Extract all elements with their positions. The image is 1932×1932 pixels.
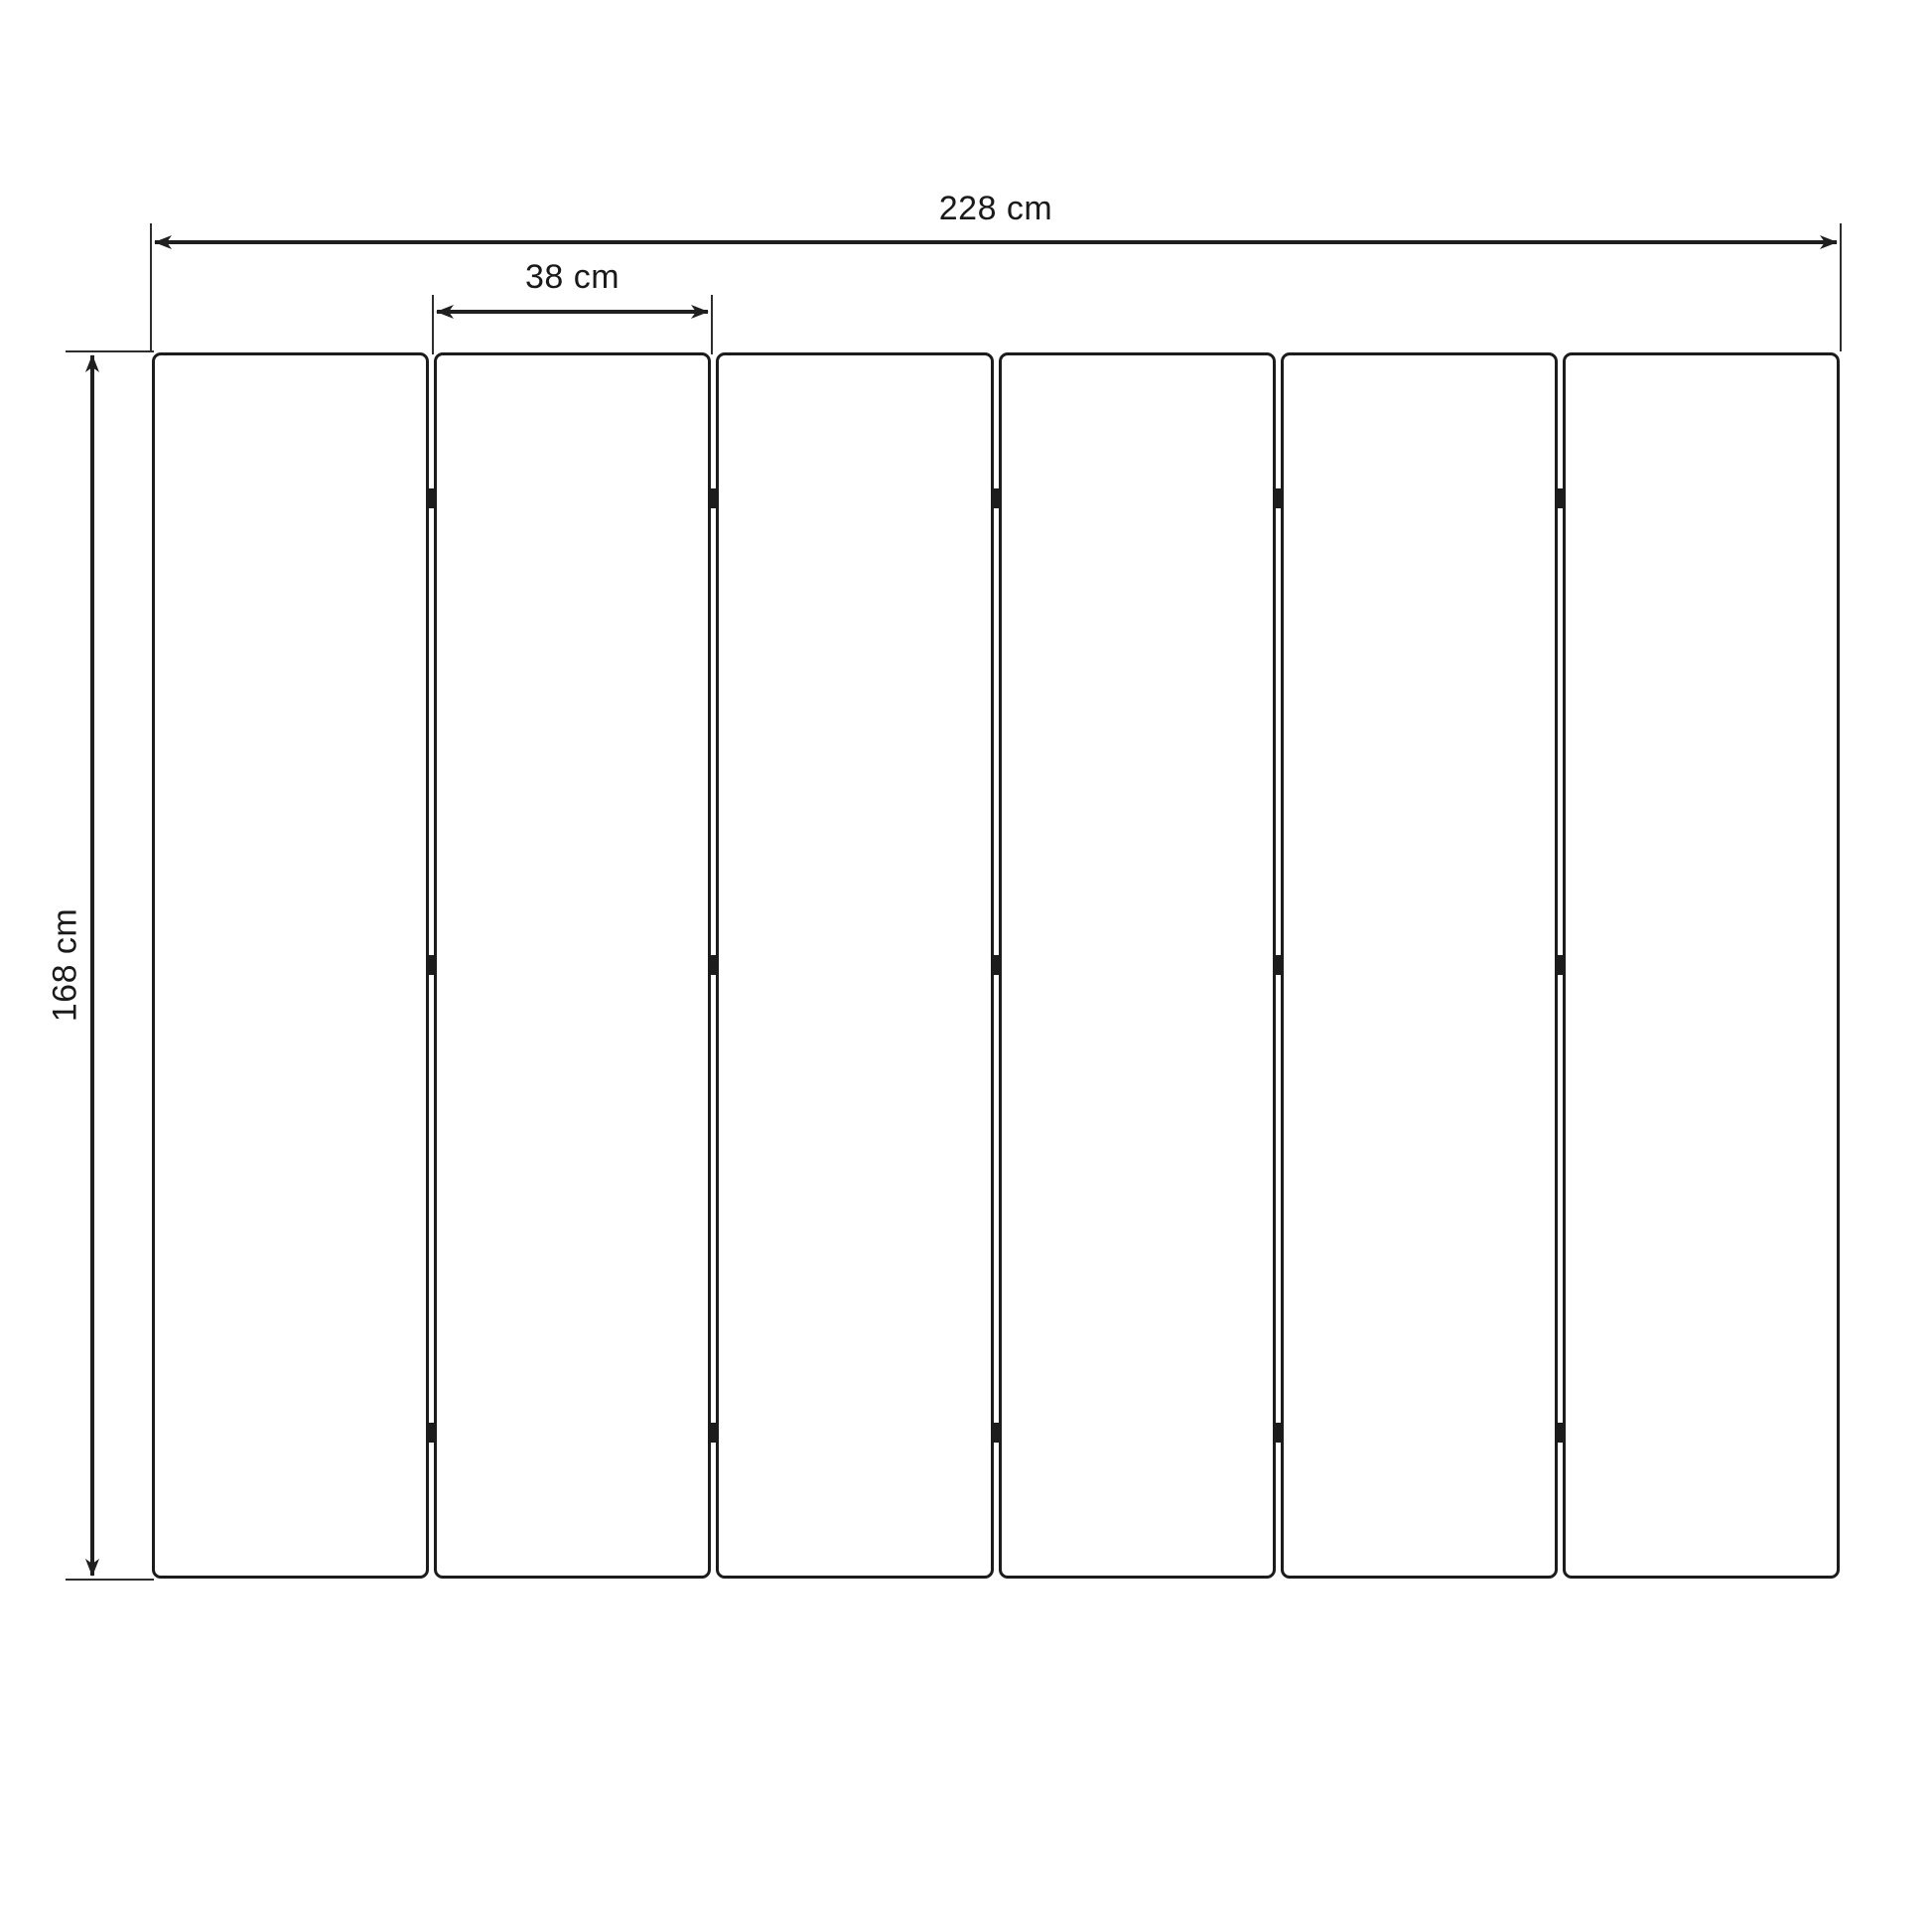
hinge-mark (992, 955, 1001, 975)
hinge-mark (427, 1423, 436, 1443)
panel (716, 352, 993, 1579)
hinge-mark (427, 955, 436, 975)
panel (999, 352, 1276, 1579)
dim-label-total-width: 228 cm (938, 190, 1053, 227)
panel (1281, 352, 1558, 1579)
hinge-mark (709, 955, 718, 975)
hinge-mark (992, 1423, 1001, 1443)
hinge-mark (709, 488, 718, 508)
hinge-mark (1556, 955, 1565, 975)
hinge-mark (1556, 1423, 1565, 1443)
panel (434, 352, 711, 1579)
panel (1563, 352, 1840, 1579)
hinge-mark (427, 488, 436, 508)
hinge-mark (1274, 488, 1283, 508)
panel (152, 352, 429, 1579)
hinge-mark (1274, 1423, 1283, 1443)
dim-label-height: 168 cm (46, 907, 84, 1023)
hinge-mark (1274, 955, 1283, 975)
hinge-mark (992, 488, 1001, 508)
hinge-mark (709, 1423, 718, 1443)
dim-label-panel-width: 38 cm (524, 258, 621, 296)
hinge-mark (1556, 488, 1565, 508)
